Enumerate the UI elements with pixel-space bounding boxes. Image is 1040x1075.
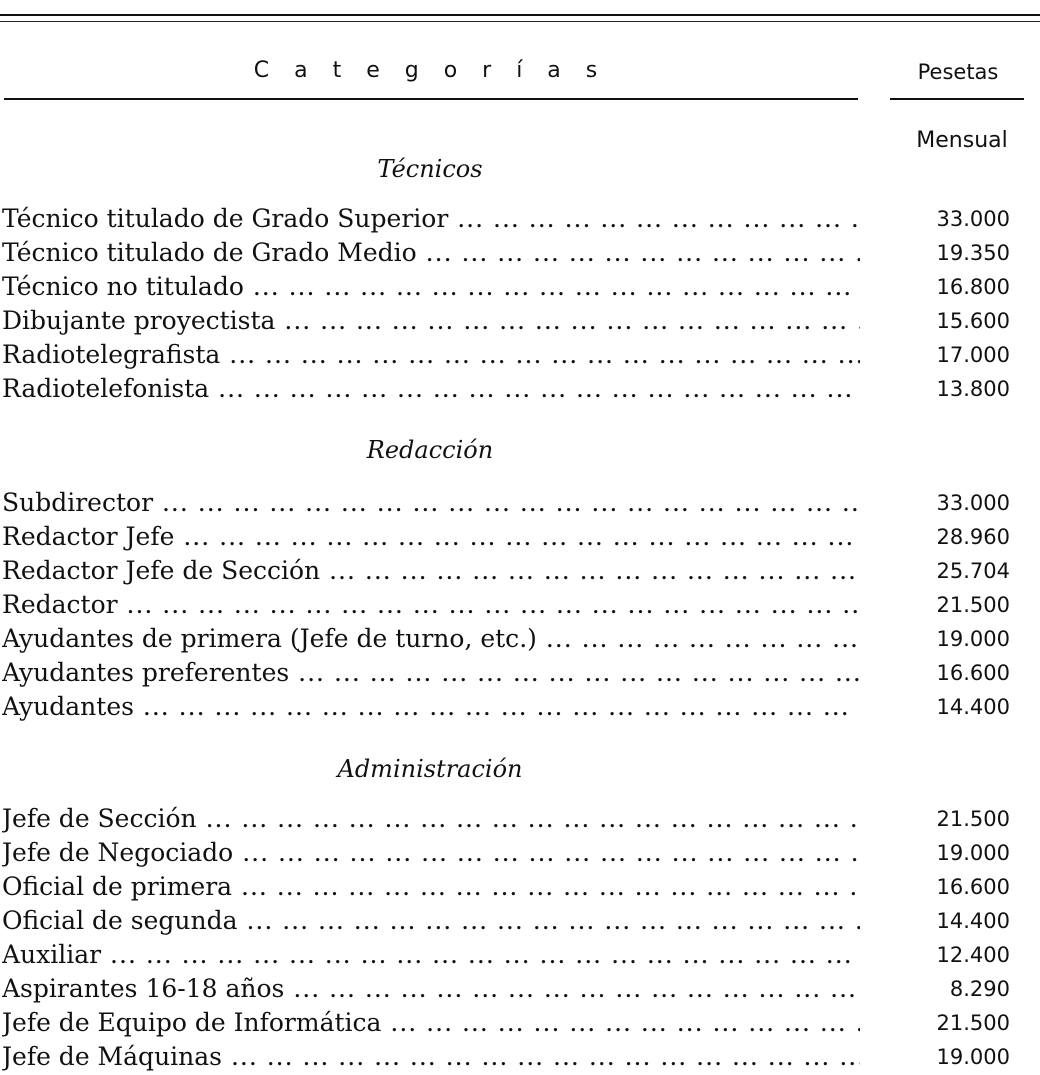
row-value: 21.500 [936, 1011, 1010, 1035]
table-row [0, 938, 1040, 972]
row-value: 19.000 [936, 841, 1010, 865]
table-row [0, 486, 1040, 520]
row-value: 15.600 [936, 309, 1010, 333]
row-label: Oficial de segunda ... . [2, 904, 860, 938]
header-rule-left [4, 98, 858, 100]
table-row [0, 372, 1040, 406]
row-label: Dibujante proyectista ... . [2, 304, 860, 338]
header-rule-right [890, 98, 1024, 100]
row-label: Subdirector ... . [2, 486, 860, 520]
table-row [0, 1006, 1040, 1040]
row-label: Técnico no titulado ... . [2, 270, 860, 304]
section-title-redaccion: Redacción [366, 436, 494, 464]
row-label: Jefe de Equipo de Informática ... . [2, 1006, 860, 1040]
row-value: 19.350 [936, 241, 1010, 265]
row-label: Jefe de Negociado ... . [2, 836, 860, 870]
row-value: 21.500 [936, 593, 1010, 617]
table-row [0, 622, 1040, 656]
table-row [0, 338, 1040, 372]
row-label: Jefe de Sección ... . [2, 802, 860, 836]
row-value: 16.600 [936, 875, 1010, 899]
row-label: Auxiliar ... . [2, 938, 860, 972]
table-row [0, 870, 1040, 904]
table-row [0, 1040, 1040, 1074]
row-label: Técnico titulado de Grado Superior ... . [2, 202, 860, 236]
row-value: 14.400 [936, 695, 1010, 719]
row-label: Redactor Jefe ... . [2, 520, 860, 554]
row-value: 16.800 [936, 275, 1010, 299]
table-row [0, 836, 1040, 870]
row-label: Oficial de primera ... . [2, 870, 860, 904]
row-value: 19.000 [936, 1045, 1010, 1069]
row-label: Redactor ... . [2, 588, 860, 622]
categories-header: C a t e g o r í a s [253, 58, 607, 83]
row-label: Radiotelefonista ... . [2, 372, 860, 406]
period-header: Mensual [916, 128, 1008, 153]
table-row [0, 904, 1040, 938]
section-title-administracion: Administración [337, 755, 523, 783]
table-row [0, 972, 1040, 1006]
row-label: Ayudantes preferentes ... . [2, 656, 860, 690]
row-label: Radiotelegrafista ... . [2, 338, 860, 372]
table-row [0, 554, 1040, 588]
row-value: 8.290 [949, 977, 1010, 1001]
row-label: Redactor Jefe de Sección ... . [2, 554, 860, 588]
currency-header: Pesetas [917, 60, 999, 84]
row-value: 13.800 [936, 377, 1010, 401]
row-value: 33.000 [936, 491, 1010, 515]
row-value: 21.500 [936, 807, 1010, 831]
table-row [0, 236, 1040, 270]
row-label: Técnico titulado de Grado Medio ... . [2, 236, 860, 270]
row-label: Ayudantes ... . [2, 690, 860, 724]
table-row [0, 656, 1040, 690]
row-value: 33.000 [936, 207, 1010, 231]
row-label: Ayudantes de primera (Jefe de turno, etc.) ... . [2, 622, 860, 656]
table-row [0, 202, 1040, 236]
top-rule [0, 14, 1040, 16]
row-value: 16.600 [936, 661, 1010, 685]
table-row [0, 520, 1040, 554]
table-row [0, 304, 1040, 338]
row-value: 25.704 [936, 559, 1010, 583]
row-value: 17.000 [936, 343, 1010, 367]
section-title-tecnicos: Técnicos [377, 155, 483, 183]
row-value: 14.400 [936, 909, 1010, 933]
row-label: Aspirantes 16-18 años ... . [2, 972, 860, 1006]
table-row [0, 690, 1040, 724]
row-label: Jefe de Máquinas ... . [2, 1040, 860, 1074]
top-rule-thin [0, 21, 1040, 22]
table-row [0, 588, 1040, 622]
row-value: 19.000 [936, 627, 1010, 651]
table-row [0, 802, 1040, 836]
row-value: 12.400 [936, 943, 1010, 967]
table-row [0, 270, 1040, 304]
row-value: 28.960 [936, 525, 1010, 549]
